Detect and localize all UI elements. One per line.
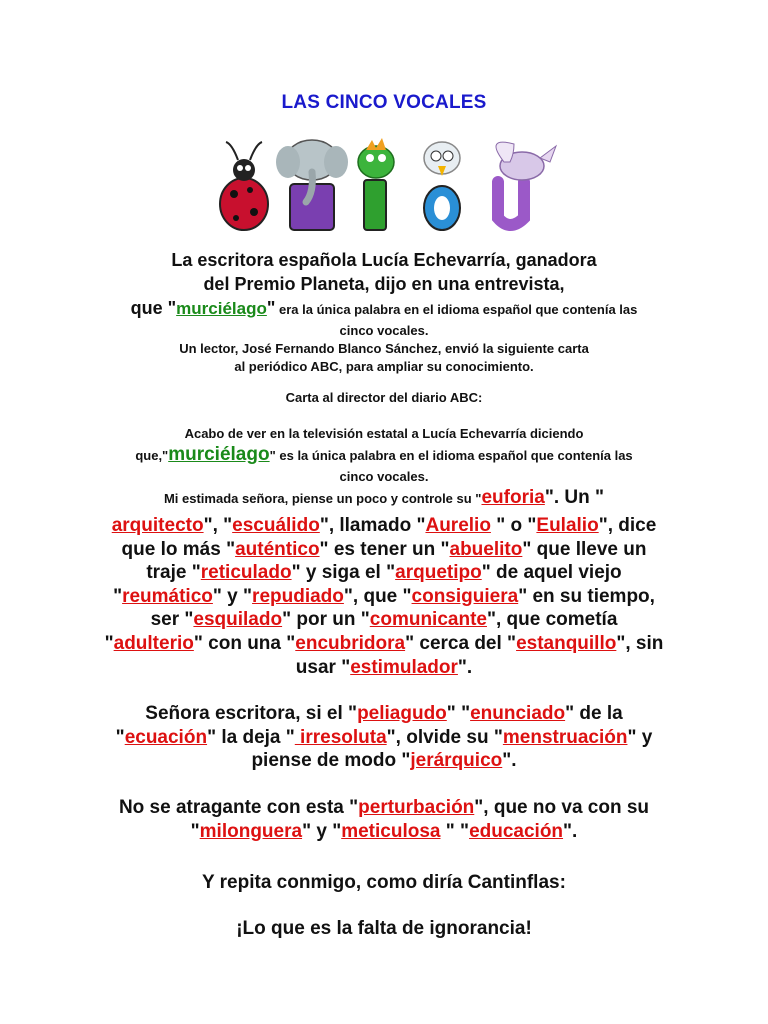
highlight-word: repudiado [252, 585, 344, 607]
intro-block [0, 248, 768, 376]
final-exclamation: ¡Lo que es la falta de ignorancia! [236, 918, 532, 939]
paragraph-line [0, 585, 768, 609]
txt: " [104, 632, 114, 654]
txt: ", " [203, 515, 233, 536]
paragraph-line [0, 749, 768, 773]
txt: " la deja " [207, 726, 295, 748]
intro-text: era la única palabra en el idioma español que contenía las [275, 302, 638, 317]
intro-line [0, 296, 768, 322]
letter-paragraph-2 [0, 702, 768, 773]
paragraph-line [0, 632, 768, 656]
txt: " en su tiempo, [518, 585, 655, 607]
txt: " y " [302, 820, 342, 842]
intro-line: cinco vocales. [339, 323, 429, 338]
txt: ", olvide su " [386, 726, 503, 748]
txt: " [113, 585, 123, 607]
txt: " de aquel viejo [481, 562, 622, 584]
highlight-word: abuelito [449, 538, 523, 560]
bird-o-figure [424, 142, 460, 230]
intro-line: Un lector, José Fernando Blanco Sánchez, envió la siguiente carta [179, 341, 589, 356]
highlight-word: reticulado [200, 562, 292, 584]
txt: " [115, 726, 125, 748]
txt: " con una " [193, 632, 296, 654]
txt: ", que " [343, 585, 412, 607]
letter-text: ". Un " [544, 487, 605, 508]
txt: piense de modo " [251, 750, 411, 772]
letter-block [0, 425, 768, 511]
highlight-word: comunicante [369, 609, 487, 631]
intro-line: del Premio Planeta, dijo en una entrevista, [203, 274, 565, 294]
letter-line: Acabo de ver en la televisión estatal a Lucía Echevarría diciendo [184, 426, 584, 441]
paragraph-line [0, 702, 768, 726]
highlight-word: adulterio [113, 632, 194, 654]
txt: ". [457, 656, 473, 678]
letter-heading: Carta al director del diario ABC: [285, 390, 483, 405]
highlight-word: estanquillo [516, 632, 617, 654]
intro-line: al periódico ABC, para ampliar su conocimiento. [234, 359, 534, 374]
txt: " y " [212, 585, 253, 607]
txt: ", que no va con su [474, 797, 650, 818]
txt: " de la [565, 703, 623, 724]
letter-line [0, 486, 768, 511]
highlight-word: meticulosa [341, 820, 441, 842]
txt: " es tener un " [319, 538, 450, 560]
txt: " [190, 820, 200, 842]
txt: " o " [490, 515, 537, 536]
highlight-word: menstruación [502, 726, 628, 748]
highlight-word: arquitecto [111, 515, 204, 536]
txt: " " [440, 820, 470, 842]
highlight-word: murciélago [168, 444, 270, 465]
txt: ", dice [598, 515, 657, 536]
elephant-e-figure [276, 140, 348, 230]
txt: traje " [146, 562, 201, 584]
paragraph-line [0, 561, 768, 585]
ladybug-a-figure [220, 142, 268, 230]
intro-text: " [266, 298, 276, 318]
txt: ". [563, 820, 578, 842]
highlight-word: consiguiera [411, 585, 519, 607]
paragraph-line [0, 538, 768, 562]
txt: " " [446, 703, 471, 724]
closing-line: Y repita conmigo, como diría Cantinflas: [202, 872, 566, 893]
highlight-word: auténtico [235, 538, 320, 560]
txt: ", sin [616, 632, 664, 654]
highlight-word: Eulalio [536, 515, 599, 536]
txt: Señora escritora, si el " [145, 703, 358, 724]
highlight-word: Aurelio [425, 515, 491, 536]
txt: que lo más " [121, 538, 236, 560]
highlight-word: estimulador [350, 656, 458, 678]
highlight-word: educación [469, 820, 564, 842]
highlight-word: euforia [481, 487, 545, 508]
paragraph-line [0, 514, 768, 538]
paragraph-line [0, 796, 768, 820]
letter-line [0, 443, 768, 468]
txt: ser " [150, 609, 194, 631]
txt: usar " [295, 656, 351, 678]
letter-line: cinco vocales. [339, 469, 429, 484]
vowel-animals-illustration [214, 132, 560, 232]
intro-line: La escritora española Lucía Echevarría, ganadora [171, 250, 597, 270]
highlight-word: arquetipo [395, 562, 482, 584]
paragraph-line [0, 656, 768, 680]
highlight-word: reumático [122, 585, 213, 607]
letter-paragraph-3 [0, 796, 768, 843]
paragraph-line [0, 820, 768, 844]
txt: " por un " [282, 609, 370, 631]
letter-text: " es la única palabra en el idioma español que contenía las [269, 448, 633, 463]
page-title: LAS CINCO VOCALES [281, 92, 487, 113]
txt: ", llamado " [319, 515, 426, 536]
letter-text: que," [135, 448, 169, 463]
highlight-word: encubridora [295, 632, 406, 654]
highlight-word: murciélago [176, 299, 267, 318]
highlight-word: ecuación [124, 726, 208, 748]
highlight-word: irresoluta [294, 726, 387, 748]
highlight-word: milonguera [199, 820, 303, 842]
txt: " cerca del " [405, 632, 517, 654]
txt: " y [627, 726, 653, 748]
txt: ". [502, 750, 517, 772]
highlight-word: jerárquico [410, 750, 503, 772]
txt: No se atragante con esta " [118, 797, 359, 818]
highlight-word: enunciado [470, 703, 566, 724]
paragraph-line [0, 608, 768, 632]
highlight-word: esquilado [193, 609, 283, 631]
txt: ", que cometía [486, 609, 618, 631]
lizard-i-figure [358, 138, 394, 230]
highlight-word: perturbación [358, 797, 475, 818]
letter-text: Mi estimada señora, piense un poco y controle su " [163, 491, 482, 506]
highlight-word: peliagudo [357, 703, 447, 724]
letter-paragraph-1 [0, 514, 768, 679]
intro-text: que " [130, 298, 177, 318]
pegasus-u-figure [496, 142, 556, 225]
txt: " que lleve un [522, 538, 647, 560]
paragraph-line [0, 726, 768, 750]
txt: " y siga el " [291, 562, 396, 584]
vowel-animals-art [214, 132, 560, 232]
highlight-word: escuálido [232, 515, 320, 536]
